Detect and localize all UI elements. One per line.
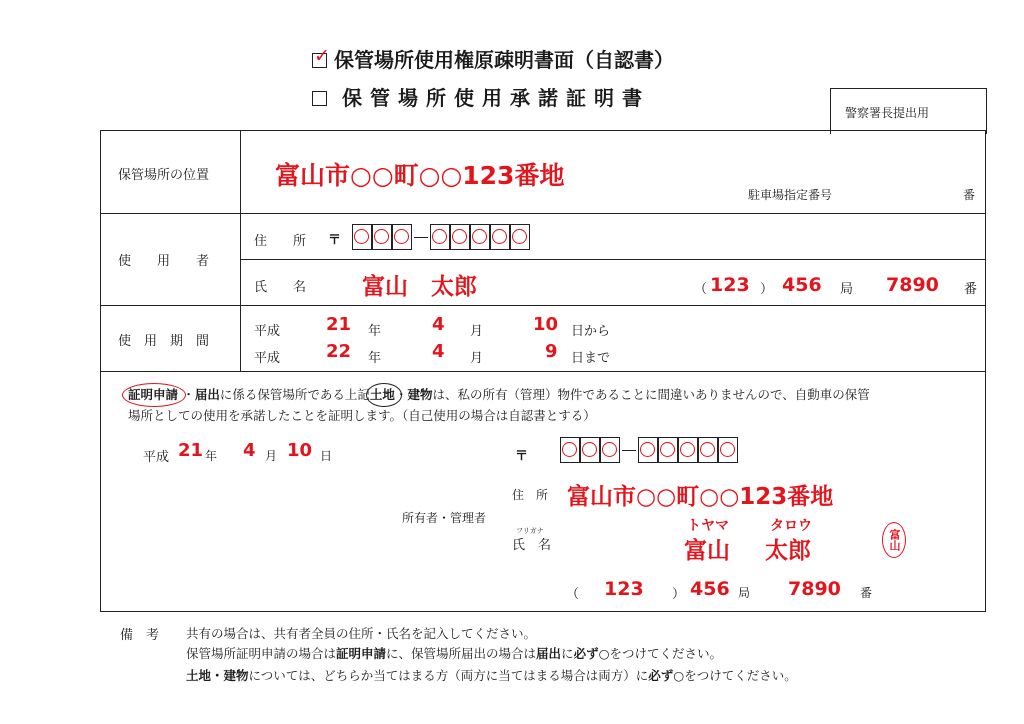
owner-furigana-mei: タロウ xyxy=(770,518,812,534)
date-year: 21 xyxy=(178,440,204,461)
period-to-era: 平成 xyxy=(254,351,281,366)
keyword-todokede[interactable]: 届出 xyxy=(194,387,220,402)
notes-label: 備 考 xyxy=(120,628,160,643)
date-era: 平成 xyxy=(143,450,170,465)
owner-postal-mark: 〒 xyxy=(515,449,529,464)
owner-phone-number: 7890 xyxy=(788,578,841,600)
title-option-2: 保管場所使用承諾証明書 xyxy=(312,82,650,111)
owner-address-label: 住 所 xyxy=(512,488,549,502)
user-name-label: 氏 名 xyxy=(254,280,307,295)
furigana-label: フリガナ xyxy=(516,527,544,535)
statement-line-1: 証明申請 ・届出に係る保管場所である上記 土地・建物は、私の所有（管理）物件であることに間違いありませんので、自動車の保管 xyxy=(128,385,870,403)
period-to-year: 22 xyxy=(326,341,352,362)
user-name-value: 富山 太郎 xyxy=(362,274,477,300)
period-to-suffix: 日まで xyxy=(571,351,611,366)
keyword-tochi[interactable]: 土地 xyxy=(370,387,395,402)
checkbox-checked[interactable] xyxy=(312,45,330,68)
user-label: 使 用 者 xyxy=(118,254,210,269)
period-from-month: 4 xyxy=(432,314,445,335)
police-box-label: 警察署長提出用 xyxy=(845,106,930,120)
period-from-year: 21 xyxy=(326,314,352,335)
police-submission-box xyxy=(830,88,987,134)
user-phone-kyoku: 局 xyxy=(840,282,854,297)
owner-name-mei: 太郎 xyxy=(765,538,811,564)
checkbox-unchecked[interactable] xyxy=(312,91,327,106)
designation-ban: 番 xyxy=(963,188,976,202)
owner-phone-area: 123 xyxy=(604,578,644,600)
selection-circle xyxy=(122,383,186,407)
owner-furigana-sei: トヤマ xyxy=(687,518,729,534)
user-phone-exchange: 456 xyxy=(782,274,822,296)
user-phone-area: 123 xyxy=(710,274,750,296)
period-from-day: 10 xyxy=(533,314,559,335)
location-value: 富山市○○町○○123番地 xyxy=(275,161,565,190)
period-label: 使 用 期 間 xyxy=(118,334,210,349)
keyword-tatemono[interactable]: 建物 xyxy=(407,387,433,402)
period-to-day: 9 xyxy=(545,341,558,362)
keyword-shomei-shinsei[interactable]: 証明申請 xyxy=(128,387,182,402)
notes-line-1: 共有の場合は、共有者全員の住所・氏名を記入してください。 xyxy=(186,626,537,641)
statement-line-2: 場所としての使用を承諾したことを証明します。（自己使用の場合は自認書とする） xyxy=(128,408,596,423)
owner-address-value: 富山市○○町○○123番地 xyxy=(567,484,834,510)
period-from-suffix: 日から xyxy=(571,324,611,339)
user-phone-ban: 番 xyxy=(964,282,978,297)
user-address-label: 住 所 xyxy=(254,234,307,249)
user-phone-number: 7890 xyxy=(886,274,939,296)
period-from-era: 平成 xyxy=(254,324,281,339)
location-label: 保管場所の位置 xyxy=(118,168,210,183)
owner-name-sei: 富山 xyxy=(684,538,730,564)
owner-name-label: 氏 名 xyxy=(512,538,552,553)
hanko-seal-icon: 富山 xyxy=(882,522,906,558)
owner-role-label: 所有者・管理者 xyxy=(402,511,487,525)
title-option-1: ✓ 保管場所使用権原疎明書面（自認書） xyxy=(314,45,674,72)
owner-phone-exchange: 456 xyxy=(690,578,730,600)
check-icon: ✓ xyxy=(314,45,330,67)
period-to-month: 4 xyxy=(432,341,445,362)
date-day: 10 xyxy=(287,440,313,461)
user-postal-mark: 〒 xyxy=(328,233,342,248)
notes-line-2: 保管場所証明申請の場合は証明申請に、保管場所届出の場合は届出に必ず○をつけてください。 xyxy=(186,646,723,661)
designation-label: 駐車場指定番号 xyxy=(748,188,833,202)
date-month: 4 xyxy=(243,440,256,461)
selection-circle xyxy=(366,383,402,407)
notes-line-3: 土地・建物については、どちらか当てはまる方（両方に当てはまる場合は両方）に必ず○をつけてください。 xyxy=(186,668,797,683)
